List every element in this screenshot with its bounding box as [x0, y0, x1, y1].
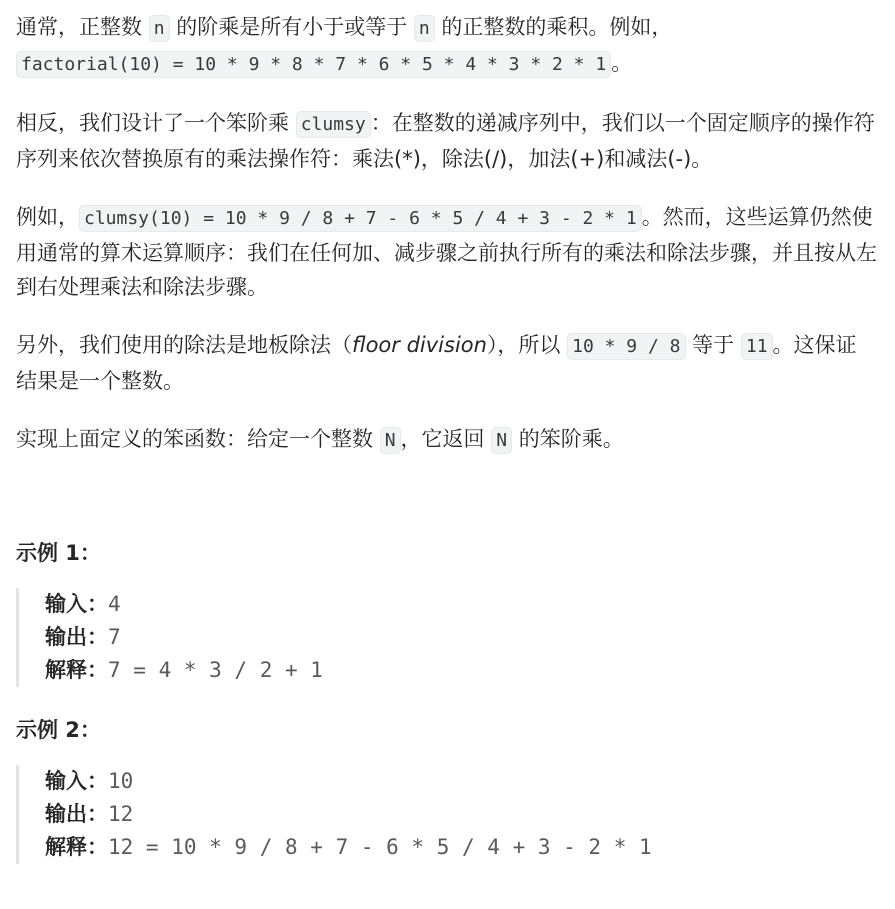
text: 的阶乘是所有小于或等于	[169, 15, 414, 39]
example-explanation-line	[45, 654, 877, 687]
input-label: 输入：	[45, 769, 108, 793]
output-label: 输出：	[45, 625, 108, 649]
inline-code-result: 11	[741, 333, 773, 360]
output-label: 输出：	[45, 802, 108, 826]
example-1-block	[16, 588, 877, 687]
inline-code-N: N	[380, 427, 401, 454]
text: 的笨阶乘。	[512, 427, 624, 451]
input-value: 4	[108, 592, 121, 616]
text: 的正整数的乘积。例如，	[434, 15, 673, 39]
inline-code-clumsy: clumsy	[296, 111, 371, 138]
text: ，它返回	[400, 427, 492, 451]
example-input-line	[45, 765, 877, 798]
output-value: 12	[108, 802, 134, 826]
example-output-line	[45, 798, 877, 831]
example-explanation-line	[45, 831, 877, 864]
text: 。然而，这些运算仍然使用通常的算术运算顺序：我们在任何加、减步骤之前执行所有的乘法和除法步骤，并且按从左到右处理乘法和除法步骤。	[16, 205, 877, 299]
floor-division-term: floor division	[352, 333, 487, 357]
inline-code-N: N	[491, 427, 512, 454]
spacer	[16, 458, 877, 536]
explanation-value: 12 = 10 * 9 / 8 + 7 - 6 * 5 / 4 + 3 - 2 * 1	[108, 835, 652, 859]
input-label: 输入：	[45, 592, 108, 616]
inline-code-factorial-example: factorial(10) = 10 * 9 * 8 * 7 * 6 * 5 * 4 * 3 * 2 * 1	[16, 51, 611, 78]
input-value: 10	[108, 769, 134, 793]
text: 实现上面定义的笨函数：给定一个整数	[16, 427, 380, 451]
explanation-label: 解释：	[45, 835, 108, 859]
example-output-line	[45, 621, 877, 654]
example-2-block	[16, 765, 877, 864]
example-1-title: 示例 1：	[16, 541, 101, 565]
intro-paragraph-floor-division	[16, 328, 877, 398]
inline-code-clumsy-example: clumsy(10) = 10 * 9 / 8 + 7 - 6 * 5 / 4 + 3 - 2 * 1	[79, 205, 642, 232]
inline-code-division-example: 10 * 9 / 8	[567, 333, 685, 360]
explanation-value: 7 = 4 * 3 / 2 + 1	[108, 658, 323, 682]
intro-paragraph-task	[16, 422, 877, 458]
intro-paragraph-clumsy	[16, 106, 877, 176]
text: 通常，正整数	[16, 15, 149, 39]
output-value: 7	[108, 625, 121, 649]
text: 相反，我们设计了一个笨阶乘	[16, 111, 296, 135]
text: ：在整数的递减序列中，我们以一个固定顺序的操作符序列来依次替换原有的乘法操作符：乘法(*)，除法(/)，加法(+)和减法(-)。	[16, 111, 875, 171]
explanation-label: 解释：	[45, 658, 108, 682]
text: 。	[611, 51, 633, 75]
text: 等于	[685, 333, 741, 357]
text: 例如，	[16, 205, 79, 229]
text: 。这保证结果是一个整数。	[16, 333, 857, 393]
intro-paragraph-example	[16, 200, 877, 304]
intro-paragraph-factorial	[16, 10, 877, 82]
text: ），所以	[486, 333, 568, 357]
inline-code-n: n	[149, 15, 170, 42]
example-2-title: 示例 2：	[16, 718, 101, 742]
inline-code-n: n	[414, 15, 435, 42]
text: 另外，我们使用的除法是地板除法（	[16, 333, 352, 357]
example-input-line	[45, 588, 877, 621]
